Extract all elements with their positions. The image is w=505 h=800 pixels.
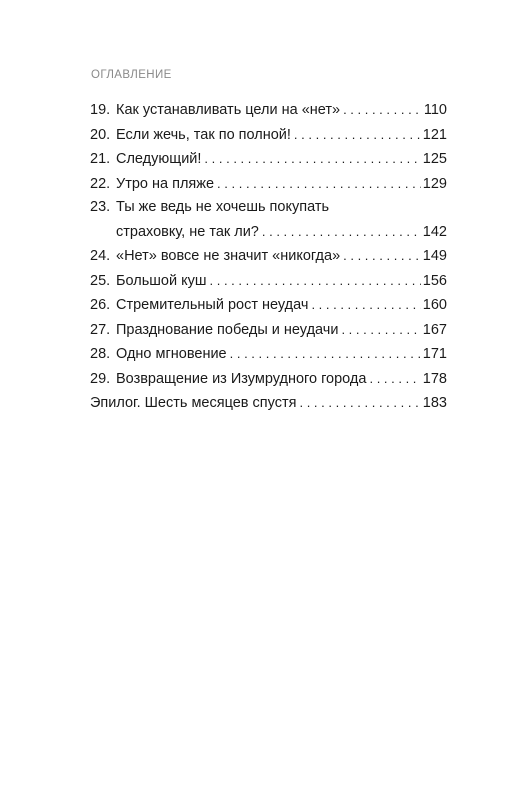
toc-entry-epilogue[interactable]	[90, 391, 447, 416]
dot-leader	[341, 318, 420, 343]
dot-leader	[299, 391, 420, 416]
page-number: 149	[422, 248, 447, 264]
dot-leader	[210, 269, 421, 294]
toc-entry-25[interactable]	[90, 269, 447, 294]
chapter-title: Эпилог. Шесть месяцев спустя	[90, 395, 297, 411]
page-number: 183	[422, 395, 447, 411]
dot-leader	[204, 147, 420, 172]
table-of-contents	[90, 98, 447, 416]
chapter-title: Как устанавливать цели на «нет»	[116, 102, 341, 118]
toc-entry-19[interactable]	[90, 98, 447, 123]
page-number: 178	[422, 370, 447, 387]
chapter-number: 22.	[90, 175, 111, 192]
chapter-number: 21.	[90, 151, 111, 167]
chapter-title: Следующий!	[116, 151, 202, 167]
chapter-title: Большой куш	[116, 272, 207, 289]
chapter-number: 24.	[90, 248, 111, 264]
chapter-title: Празднование победы и неудачи	[116, 321, 339, 338]
chapter-title: Если жечь, так по полной!	[116, 126, 291, 143]
toc-header: ОГЛАВЛЕНИЕ	[91, 69, 172, 81]
dot-leader	[230, 342, 421, 367]
dot-leader	[311, 293, 420, 318]
chapter-title: «Нет» вовсе не значит «никогда»	[116, 248, 341, 264]
dot-leader	[217, 172, 421, 197]
chapter-title: Утро на пляже	[116, 175, 215, 192]
chapter-title: Ты же ведь не хочешь покупать	[116, 199, 330, 215]
toc-entry-24[interactable]	[90, 244, 447, 269]
chapter-number: 29.	[90, 370, 111, 387]
page-number: 171	[422, 346, 447, 362]
chapter-number: 27.	[90, 321, 111, 338]
page-number: 125	[422, 151, 447, 167]
chapter-title: Возвращение из Изумрудного города	[116, 370, 367, 387]
page-number: 121	[422, 126, 447, 143]
chapter-number: 23.	[90, 199, 111, 215]
chapter-title: Стремительный рост неудач	[116, 297, 309, 313]
toc-entry-26[interactable]	[90, 293, 447, 318]
page-number: 167	[422, 321, 447, 338]
toc-entry-20[interactable]	[90, 123, 447, 148]
toc-entry-22[interactable]	[90, 172, 447, 197]
page-number: 129	[422, 175, 447, 192]
chapter-title: Одно мгновение	[116, 346, 227, 362]
dot-leader	[343, 98, 422, 123]
page-number: 110	[423, 102, 447, 118]
chapter-number: 19.	[90, 102, 111, 118]
dot-leader	[369, 367, 420, 392]
chapter-number: 20.	[90, 126, 111, 143]
toc-entry-21[interactable]	[90, 147, 447, 172]
toc-entry-29[interactable]	[90, 367, 447, 392]
page-number: 160	[422, 297, 447, 313]
dot-leader	[294, 123, 421, 148]
dot-leader	[262, 220, 421, 245]
dot-leader	[343, 244, 421, 269]
page-number: 142	[422, 223, 447, 240]
page-number: 156	[422, 272, 447, 289]
chapter-title-continuation: страховку, не так ли?	[116, 223, 259, 240]
toc-entry-28[interactable]	[90, 342, 447, 367]
toc-entry-27[interactable]	[90, 318, 447, 343]
chapter-number: 26.	[90, 297, 111, 313]
chapter-number: 25.	[90, 272, 111, 289]
chapter-number: 28.	[90, 346, 111, 362]
toc-entry-23[interactable]	[90, 196, 447, 244]
